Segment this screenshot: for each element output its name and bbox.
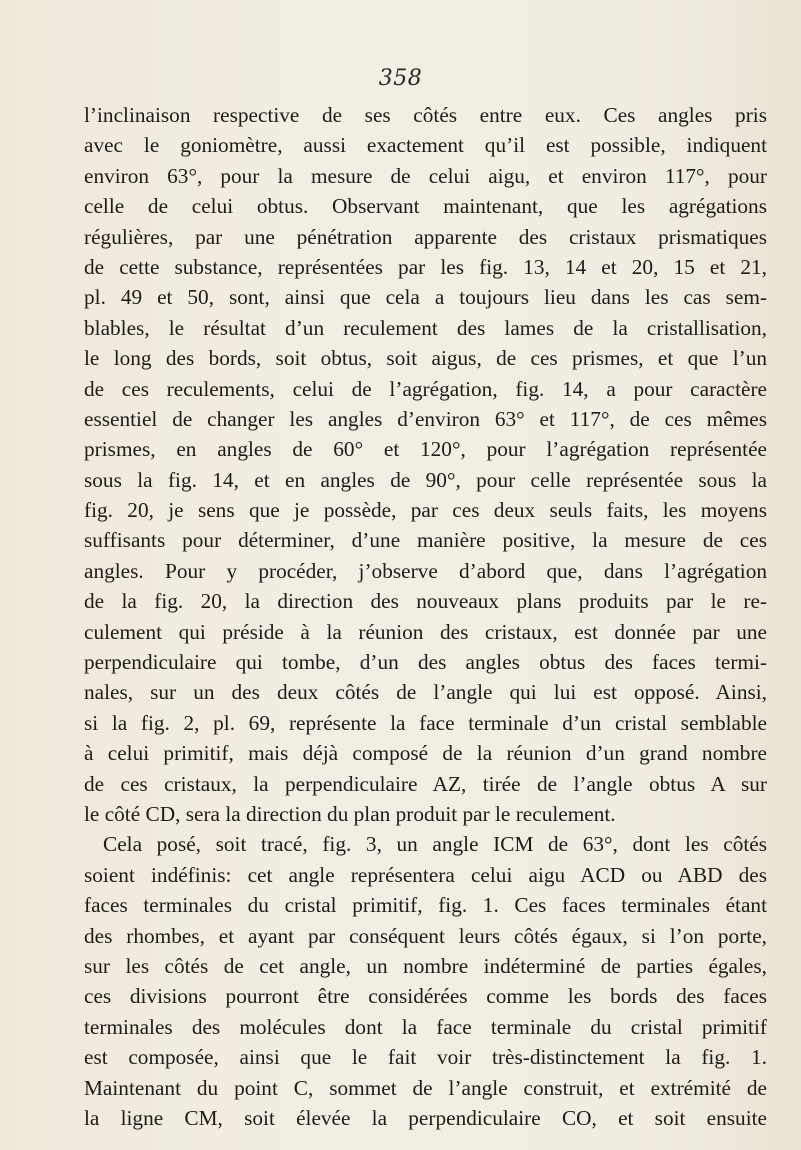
text-line: sous la fig. 14, et en angles de 90°, pour celle représentée sous la: [84, 467, 767, 492]
text-line: soient indéfinis: cet angle représentera celui aigu ACD ou ABD des: [84, 862, 767, 887]
text-line: l’inclinaison respective de ses côtés entre eux. Ces angles pris: [84, 103, 767, 127]
text-line: pl. 49 et 50, sont, ainsi que cela a toujours lieu dans les cas sem-: [84, 285, 767, 310]
text-line: nales, sur un des deux côtés de l’angle qui lui est opposé. Ainsi,: [84, 680, 767, 705]
text-line: régulières, par une pénétration apparente des cristaux prismatiques: [84, 224, 767, 249]
text-line: prismes, en angles de 60° et 120°, pour l’agrégation représentée: [84, 437, 767, 462]
text-line: de la fig. 20, la direction des nouveaux plans produits par le re-: [84, 589, 767, 614]
text-line: est composée, ainsi que le fait voir très-distinctement la fig. 1.: [84, 1045, 767, 1070]
text-line: de ces reculements, celui de l’agrégation, fig. 14, a pour caractère: [84, 376, 767, 401]
text-line: environ 63°, pour la mesure de celui aigu, et environ 117°, pour: [84, 163, 767, 188]
text-line: la ligne CM, soit élevée la perpendiculaire CO, et soit ensuite: [84, 1105, 767, 1130]
text-line: avec le goniomètre, aussi exactement qu’il est possible, indiquent: [84, 133, 767, 158]
body-text: [84, 100, 767, 1133]
text-line: Maintenant du point C, sommet de l’angle construit, et extrémité de: [84, 1075, 767, 1100]
text-line: angles. Pour y procéder, j’observe d’abord que, dans l’agrégation: [84, 558, 767, 583]
text-line: le long des bords, soit obtus, soit aigus, de ces prismes, et que l’un: [84, 346, 767, 371]
text-line: des rhombes, et ayant par conséquent leurs côtés égaux, si l’on porte,: [84, 923, 767, 948]
text-line: suffisants pour déterminer, d’une manière positive, la mesure de ces: [84, 528, 767, 553]
text-line: fig. 20, je sens que je possède, par ces deux seuls faits, les moyens: [84, 498, 767, 523]
text-line: faces terminales du cristal primitif, fig. 1. Ces faces terminales étant: [84, 893, 767, 918]
text-line: à celui primitif, mais déjà composé de la réunion d’un grand nombre: [84, 741, 767, 766]
text-line: celle de celui obtus. Observant maintenant, que les agrégations: [84, 194, 767, 219]
text-line: si la fig. 2, pl. 69, représente la face terminale d’un cristal semblable: [84, 710, 767, 735]
text-line: ces divisions pourront être considérées comme les bords des faces: [84, 984, 767, 1009]
text-line: Cela posé, soit tracé, fig. 3, un angle ICM de 63°, dont les côtés: [103, 832, 767, 857]
text-line: essentiel de changer les angles d’environ 63° et 117°, de ces mêmes: [84, 406, 767, 431]
text-line: le côté CD, sera la direction du plan produit par le reculement.: [84, 801, 616, 826]
text-line: de cette substance, représentées par les fig. 13, 14 et 20, 15 et 21,: [84, 254, 767, 279]
text-line: sur les côtés de cet angle, un nombre indéterminé de parties égales,: [84, 953, 767, 978]
text-line: de ces cristaux, la perpendiculaire AZ, tirée de l’angle obtus A sur: [84, 771, 767, 796]
text-line: culement qui préside à la réunion des cristaux, est donnée par une: [84, 619, 767, 644]
page-number: 358: [378, 66, 423, 91]
text-line: blables, le résultat d’un reculement des lames de la cristallisation,: [84, 315, 767, 340]
text-line: perpendiculaire qui tombe, d’un des angles obtus des faces termi-: [84, 650, 767, 675]
text-line: terminales des molécules dont la face terminale du cristal primitif: [84, 1014, 767, 1039]
